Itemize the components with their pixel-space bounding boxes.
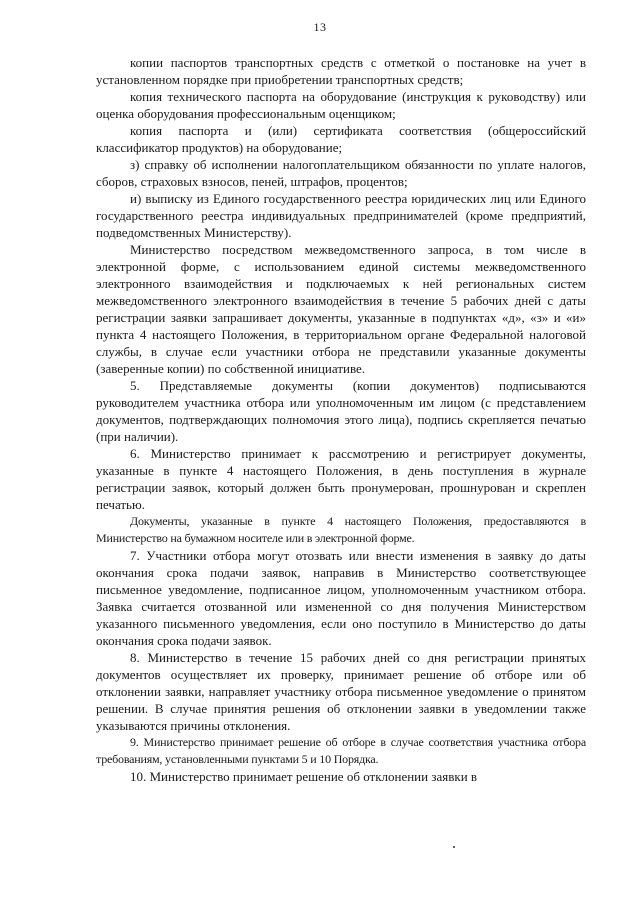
paragraph-item-6: 6. Министерство принимает к рассмотрению и регистрирует документы, указанные в пункте 4 настоящего Положения, в день поступления в журнале регистрации заявок, который должен быть пронумерован, прошнурован и скреплен печатью.	[96, 446, 586, 512]
paragraph-vehicle-passports: копии паспортов транспортных средств с отметкой о постановке на учет в установленном порядке при приобретении транспортных средств;	[96, 55, 586, 87]
document-body	[96, 54, 586, 785]
paragraph-technical-passport: копия технического паспорта на оборудование (инструкция к руководству) или оценка оборудования профессиональным оценщиком;	[96, 89, 586, 121]
paragraph-item-5: 5. Представляемые документы (копии документов) подписываются руководителем участника отбора или уполномоченным им лицом (с представлением документов, подтверждающих полномочия этого лица), подпись скрепляется печатью (при наличии).	[96, 378, 586, 444]
paragraph-certificate: копия паспорта и (или) сертификата соответствия (общероссийский классификатор продуктов) на оборудование;	[96, 123, 586, 155]
paragraph-registry-extract: и) выписку из Единого государственного реестра юридических лиц или Единого государственного реестра индивидуальных предпринимателей (кроме предприятий, подведомственных Министерству).	[96, 191, 586, 240]
scan-speck	[453, 846, 455, 848]
paragraph-item-10: 10. Министерство принимает решение об отклонении заявки в	[130, 769, 478, 784]
paragraph-item-7: 7. Участники отбора могут отозвать или внести изменения в заявку до даты окончания срока подачи заявок, направив в Министерство соответствующее письменное уведомление, подписанное лицом, уполномоченным участником отбора. Заявка считается отозванной или измененной со дня получения Министерством указанного письменного уведомления, если оно поступило в Министерство до даты окончания срока подачи заявок.	[96, 548, 586, 648]
paragraph-documents-submission: Документы, указанные в пункте 4 настоящего Положения, предоставляются в Министерство на бумажном носителе или в электронной форме.	[96, 514, 586, 545]
paragraph-item-8: 8. Министерство в течение 15 рабочих дней со дня регистрации принятых документов осуществляет их проверку, принимает решение об отборе или об отклонении заявки, направляет участнику отбора письменное уведомление о принятом решении. В случае принятия решения об отклонении заявки в уведомлении также указываются причины отклонения.	[96, 650, 586, 733]
paragraph-tax-certificate: з) справку об исполнении налогоплательщиком обязанности по уплате налогов, сборов, страховых взносов, пеней, штрафов, процентов;	[96, 157, 586, 189]
paragraph-item-9: 9. Министерство принимает решение об отборе в случае соответствия участника отбора требованиям, установленными пунктами 5 и 10 Порядка.	[96, 735, 586, 766]
page-number: 13	[313, 20, 327, 34]
paragraph-interagency-request: Министерство посредством межведомственного запроса, в том числе в электронной форме, с использованием единой системы межведомственного электронного взаимодействия и подключаемых к ней региональных систем межведомственного электронного взаимодействия в течение 5 рабочих дней с даты регистрации заявки запрашивает документы, указанные в подпунктах «д», «з» и «и» пункта 4 настоящего Положения, в территориальном органе Федеральной налоговой службы, в случае если участники отбора не представили указанные документы (заверенные копии) по собственной инициативе.	[96, 242, 586, 376]
